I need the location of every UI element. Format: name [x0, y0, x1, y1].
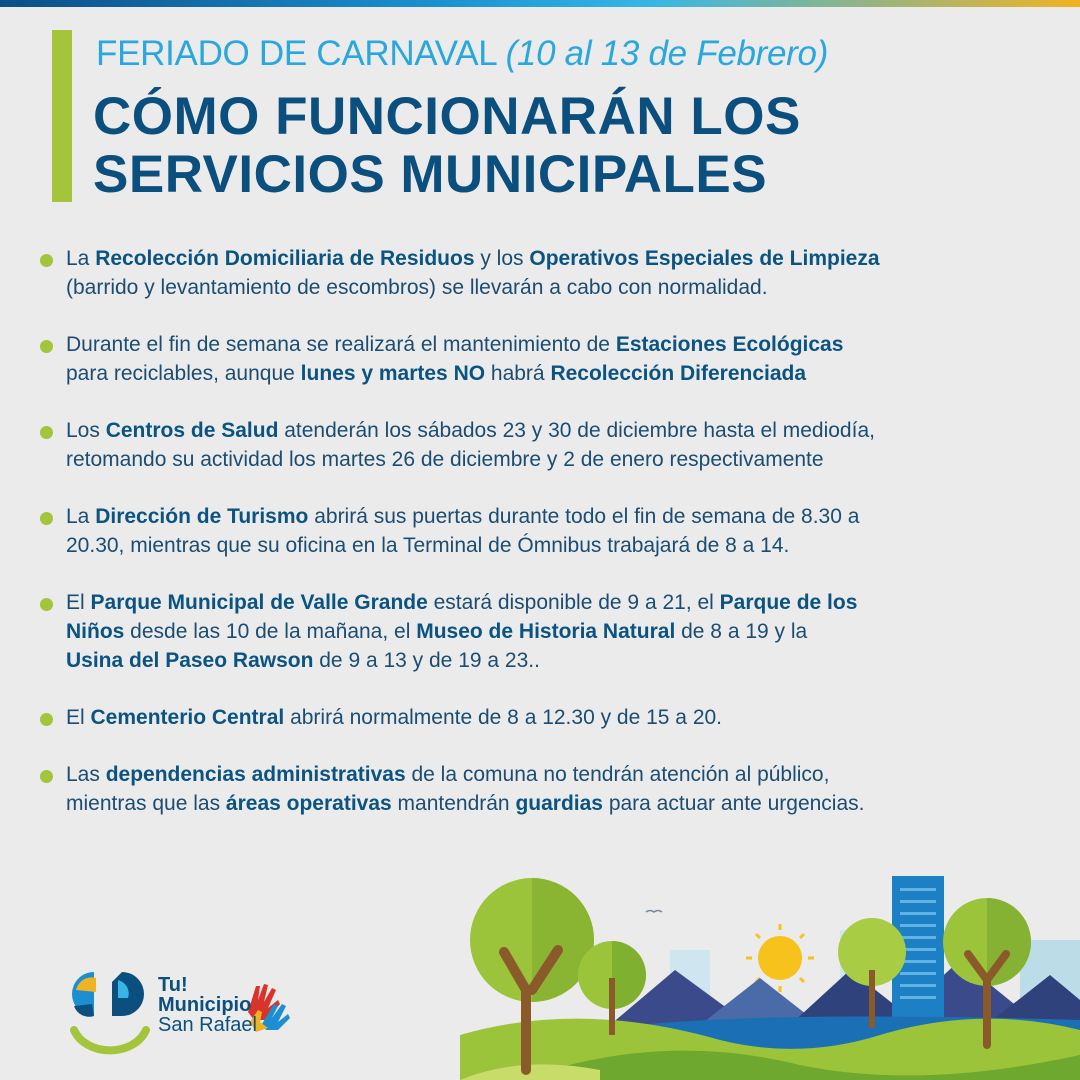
highlight: Parque de los — [719, 591, 858, 614]
text: habrá — [485, 362, 551, 385]
text: (barrido y levantamiento de escombros) se llevarán a cabo con normalidad. — [66, 276, 768, 299]
services-list — [0, 244, 1080, 846]
bullet-dot-icon — [40, 713, 53, 726]
highlight: Operativos Especiales de Limpieza — [529, 247, 880, 270]
text: de la comuna no tendrán atención al público, — [405, 763, 830, 786]
bullet-parques — [0, 588, 1080, 675]
highlight: Cementerio Central — [90, 706, 285, 729]
highlight: Recolección Diferenciada — [550, 362, 807, 385]
text: retomando su actividad los martes 26 de diciembre y 2 de enero respectivamente — [66, 448, 824, 471]
text: desde las 10 de la mañana, el — [124, 620, 417, 643]
bullet-dot-icon — [40, 426, 53, 439]
bullet-dot-icon — [40, 512, 53, 525]
text: estará disponible de 9 a 21, el — [427, 591, 720, 614]
text: La — [66, 505, 96, 528]
highlight: Niños — [66, 620, 125, 643]
highlight: Usina del Paseo Rawson — [66, 649, 314, 672]
text: atenderán los sábados 23 y 30 de diciembre hasta el mediodía, — [278, 419, 875, 442]
bullet-dot-icon — [40, 770, 53, 783]
event-dates: (10 al 13 de Febrero) — [505, 34, 829, 73]
logo-line-3: San Rafael — [158, 1014, 257, 1036]
text: 20.30, mientras que su oficina en la Terminal de Ómnibus trabajará de 8 a 14. — [66, 534, 790, 557]
text: Los — [66, 419, 106, 442]
text: El — [66, 706, 91, 729]
highlight: áreas operativas — [225, 792, 392, 815]
highlight: Recolección Domiciliaria de Residuos — [95, 247, 475, 270]
text: Las — [66, 763, 106, 786]
title-line-1: CÓMO FUNCIONARÁN LOS — [93, 87, 801, 146]
highlight: Estaciones Ecológicas — [615, 333, 844, 356]
text: de 8 a 19 y la — [675, 620, 808, 643]
text: El — [66, 591, 91, 614]
highlight: Dirección de Turismo — [95, 505, 309, 528]
text: para actuar ante urgencias. — [602, 792, 865, 815]
text: y los — [474, 247, 530, 270]
logo-line-2: Municipio — [158, 994, 252, 1016]
bullet-cementerio — [0, 703, 1080, 732]
highlight: Parque Municipal de Valle Grande — [90, 591, 428, 614]
text: mientras que las — [66, 792, 226, 815]
bullet-estaciones — [0, 330, 1080, 388]
event-subtitle — [96, 34, 828, 74]
bullet-residuos — [0, 244, 1080, 302]
highlight: Centros de Salud — [105, 419, 279, 442]
bullet-dependencias — [0, 760, 1080, 818]
text: mantendrán — [391, 792, 516, 815]
text: de 9 a 13 y de 19 a 23.. — [313, 649, 540, 672]
logo-line-1: Tu! — [158, 974, 188, 996]
text: abrirá sus puertas durante todo el fin de semana de 8.30 a — [308, 505, 860, 528]
text: La — [66, 247, 96, 270]
text: abrirá normalmente de 8 a 12.30 y de 15 a 20. — [284, 706, 723, 729]
title-accent-bar — [52, 30, 72, 202]
text: para reciclables, aunque — [66, 362, 301, 385]
highlight: guardias — [515, 792, 603, 815]
text: Durante el fin de semana se realizará el mantenimiento de — [66, 333, 616, 356]
event-name: FERIADO DE CARNAVAL — [96, 34, 497, 73]
highlight: lunes y martes NO — [300, 362, 486, 385]
logo-wordmark — [158, 975, 257, 1035]
bullet-turismo — [0, 502, 1080, 560]
bullet-dot-icon — [40, 254, 53, 267]
bullet-dot-icon — [40, 340, 53, 353]
top-color-strip — [0, 0, 1080, 7]
highlight: Museo de Historia Natural — [416, 620, 676, 643]
landscape-illustration — [460, 860, 1080, 1080]
highlight: dependencias administrativas — [105, 763, 406, 786]
bullet-salud — [0, 416, 1080, 474]
bullet-dot-icon — [40, 598, 53, 611]
page-title — [93, 88, 801, 204]
title-line-2: SERVICIOS MUNICIPALES — [93, 145, 768, 204]
